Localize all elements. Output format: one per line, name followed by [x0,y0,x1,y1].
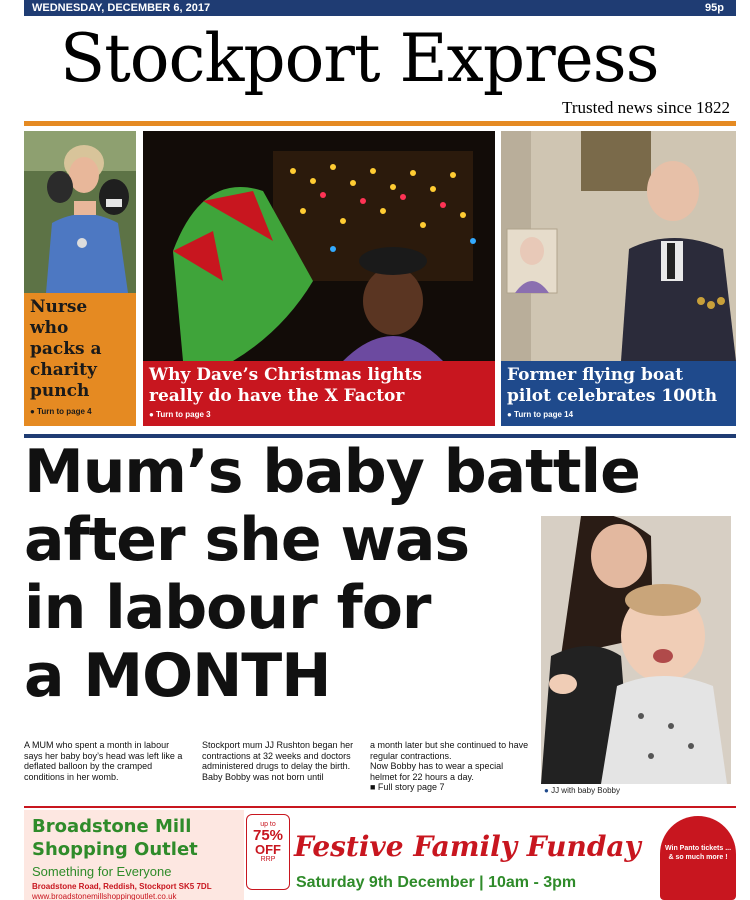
teaser-caption [143,361,495,426]
advert-event [294,810,736,900]
teaser-headline: Former flying boat pilot celebrates 100th [507,365,718,406]
teaser-caption [501,361,736,426]
masthead-tagline: Trusted news since 1822 [562,98,730,117]
event-date: Saturday 9th December | 10am - 3pm [296,874,577,891]
turn-to-page[interactable]: ● Turn to page 14 [507,410,574,419]
masthead [24,16,736,122]
christmas-lights-photo [143,131,495,361]
story-column-2: Stockport mum JJ Rushton began her contractions at 32 weeks and doctors administered drugs to delay the birth. Baby Bobby was not born until [202,740,354,782]
santa-hat-icon: Win Panto tickets ... & so much more ! [660,816,736,900]
masthead-rule [24,121,736,126]
teaser-flying-boat-pilot[interactable] [501,131,736,426]
main-headline: Mum’s baby battle after she was in labour for a MONTH [24,437,640,711]
issue-price: 95p [705,2,724,14]
pilot-centenarian-photo [501,131,736,361]
nurse-boxing-photo [24,131,136,293]
newspaper-title: Stockport Express [60,20,659,97]
teaser-caption [24,293,136,426]
issue-date: WEDNESDAY, DECEMBER 6, 2017 [32,2,211,14]
discount-tag: up to 75% OFF RRP [246,814,290,890]
teaser-christmas-lights[interactable] [143,131,495,426]
teaser-headline: Nurse who packs a charity punch [30,297,102,401]
turn-to-page[interactable]: ● Turn to page 4 [30,407,92,416]
story-column-3: a month later but she continued to have regular contractions. Now Bobby has to wear a special helmet for 22 hours a day. ■ Full story page 7 [370,740,529,792]
teaser-nurse[interactable] [24,131,136,426]
event-title: Festive Family Funday [294,830,641,863]
mother-and-baby-photo [541,516,731,784]
story-column-1: A MUM who spent a month in labour says her baby boy’s head was left like a deflated balloon by the cramped conditions in her womb. [24,740,183,782]
teaser-headline: Why Dave’s Christmas lights really do have the X Factor [149,365,422,406]
advert-banner[interactable] [24,806,736,900]
turn-to-page[interactable]: ● Turn to page 3 [149,410,211,419]
advert-brand: Broadstone Mill Shopping Outlet Something for Everyone Broadstone Road, Reddish, Stockport SK5 7DL www.broadstonemillshoppingoutlet.co.uk [24,810,244,900]
full-story-link[interactable]: ■ Full story page 7 [370,782,445,792]
dateline-bar [24,0,736,16]
photo-caption: ● JJ with baby Bobby [544,786,620,795]
